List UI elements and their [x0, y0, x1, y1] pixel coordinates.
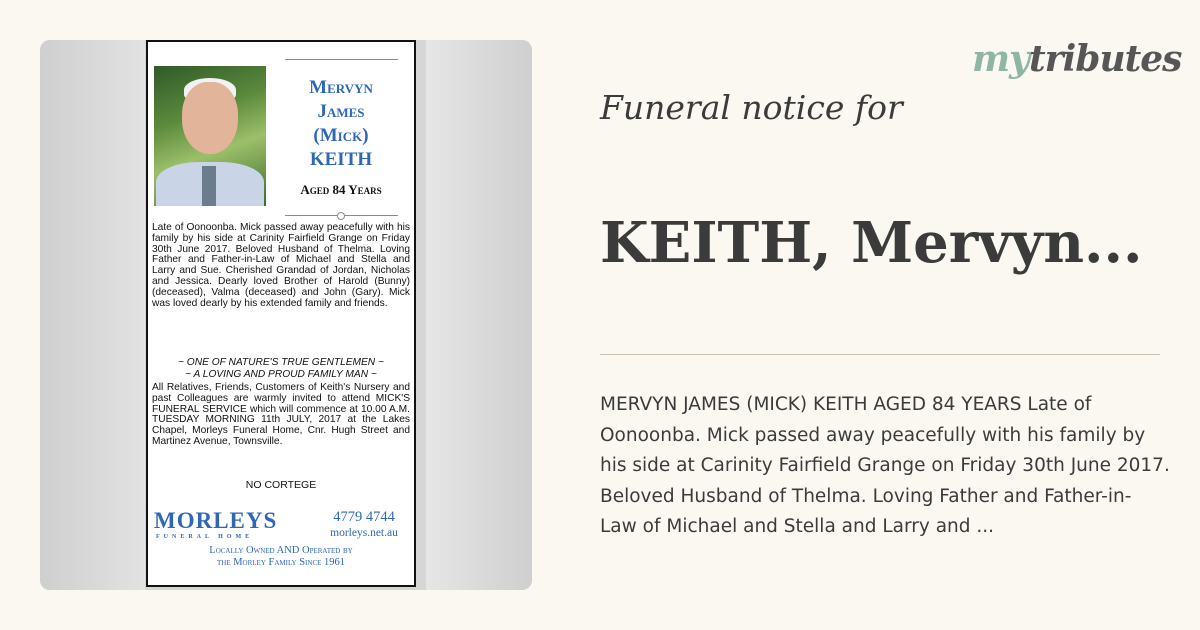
page-subtitle: Funeral notice for — [600, 88, 903, 127]
age-line: Aged 84 Years — [300, 182, 382, 197]
funeral-home-phone: 4779 4744 — [333, 509, 395, 525]
blurred-background-left — [40, 40, 145, 590]
page-title: KEITH, Mervyn... — [600, 210, 1143, 276]
name-line: (Mick) — [313, 125, 369, 146]
ornament-dot — [337, 212, 345, 220]
funeral-home-logo: MORLEYS — [154, 508, 278, 533]
funeral-home-subtitle: FUNERAL HOME — [156, 534, 254, 540]
divider — [600, 354, 1160, 355]
no-cortege-note: NO CORTEGE — [245, 479, 317, 491]
deceased-name — [272, 76, 410, 172]
ownership-line: Locally Owned AND Operated by — [209, 545, 353, 556]
top-rule — [285, 59, 398, 60]
ownership-line: the Morley Family Since 1961 — [216, 557, 346, 568]
mytributes-logo[interactable] — [972, 38, 1182, 80]
name-line: James — [317, 101, 365, 122]
tribute-quote: ~ A LOVING AND PROUD FAMILY MAN ~ — [185, 369, 377, 380]
name-line: Mervyn — [309, 77, 373, 98]
notice-body: Late of Oonoonba. Mick passed away peacefully with his family by his side at Carinity Fairfield Grange on Friday 30th June 2017. Beloved Husband of Thelma. Loving Father and Father-in-Law of Michael and Stella and Larry and Sue. Cherished Grandad of Jordan, Nicholas and Jessica. Dearly loved Brother of Harold (Bunny) (deceased), Valma (deceased) and John (Gary). Mick was loved dearly by his extended family and friends. — [152, 222, 410, 309]
notice-description: MERVYN JAMES (MICK) KEITH AGED 84 YEARS Late of Oonoonba. Mick passed away peacefully with his family by his side at Carinity Fairfield Grange on Friday 30th June 2017. Beloved Husband of Thelma. Loving Father and Father-in- Law of Michael and Stella and Larry and ... — [600, 394, 1170, 537]
notice-image-panel — [40, 40, 532, 590]
name-line: KEITH — [309, 149, 373, 170]
blurred-background-right — [426, 40, 532, 590]
service-details: All Relatives, Friends, Customers of Keith's Nursery and past Colleagues are warmly invited to attend MICK'S FUNERAL SERVICE which will commence at 10.00 A.M. TUESDAY MORNING 11th JULY, 2017 at the Lakes Chapel, Morleys Funeral Home, Cnr. Hugh Street and Martinez Avenue, Townsville. — [152, 382, 410, 447]
portrait-photo — [154, 66, 266, 206]
logo-tributes: tributes — [1029, 38, 1182, 80]
funeral-notice-clipping — [146, 40, 416, 587]
funeral-home-website: morleys.net.au — [330, 527, 398, 539]
tribute-quote: ~ ONE OF NATURE'S TRUE GENTLEMEN ~ — [178, 357, 384, 368]
logo-my: my — [972, 38, 1030, 80]
